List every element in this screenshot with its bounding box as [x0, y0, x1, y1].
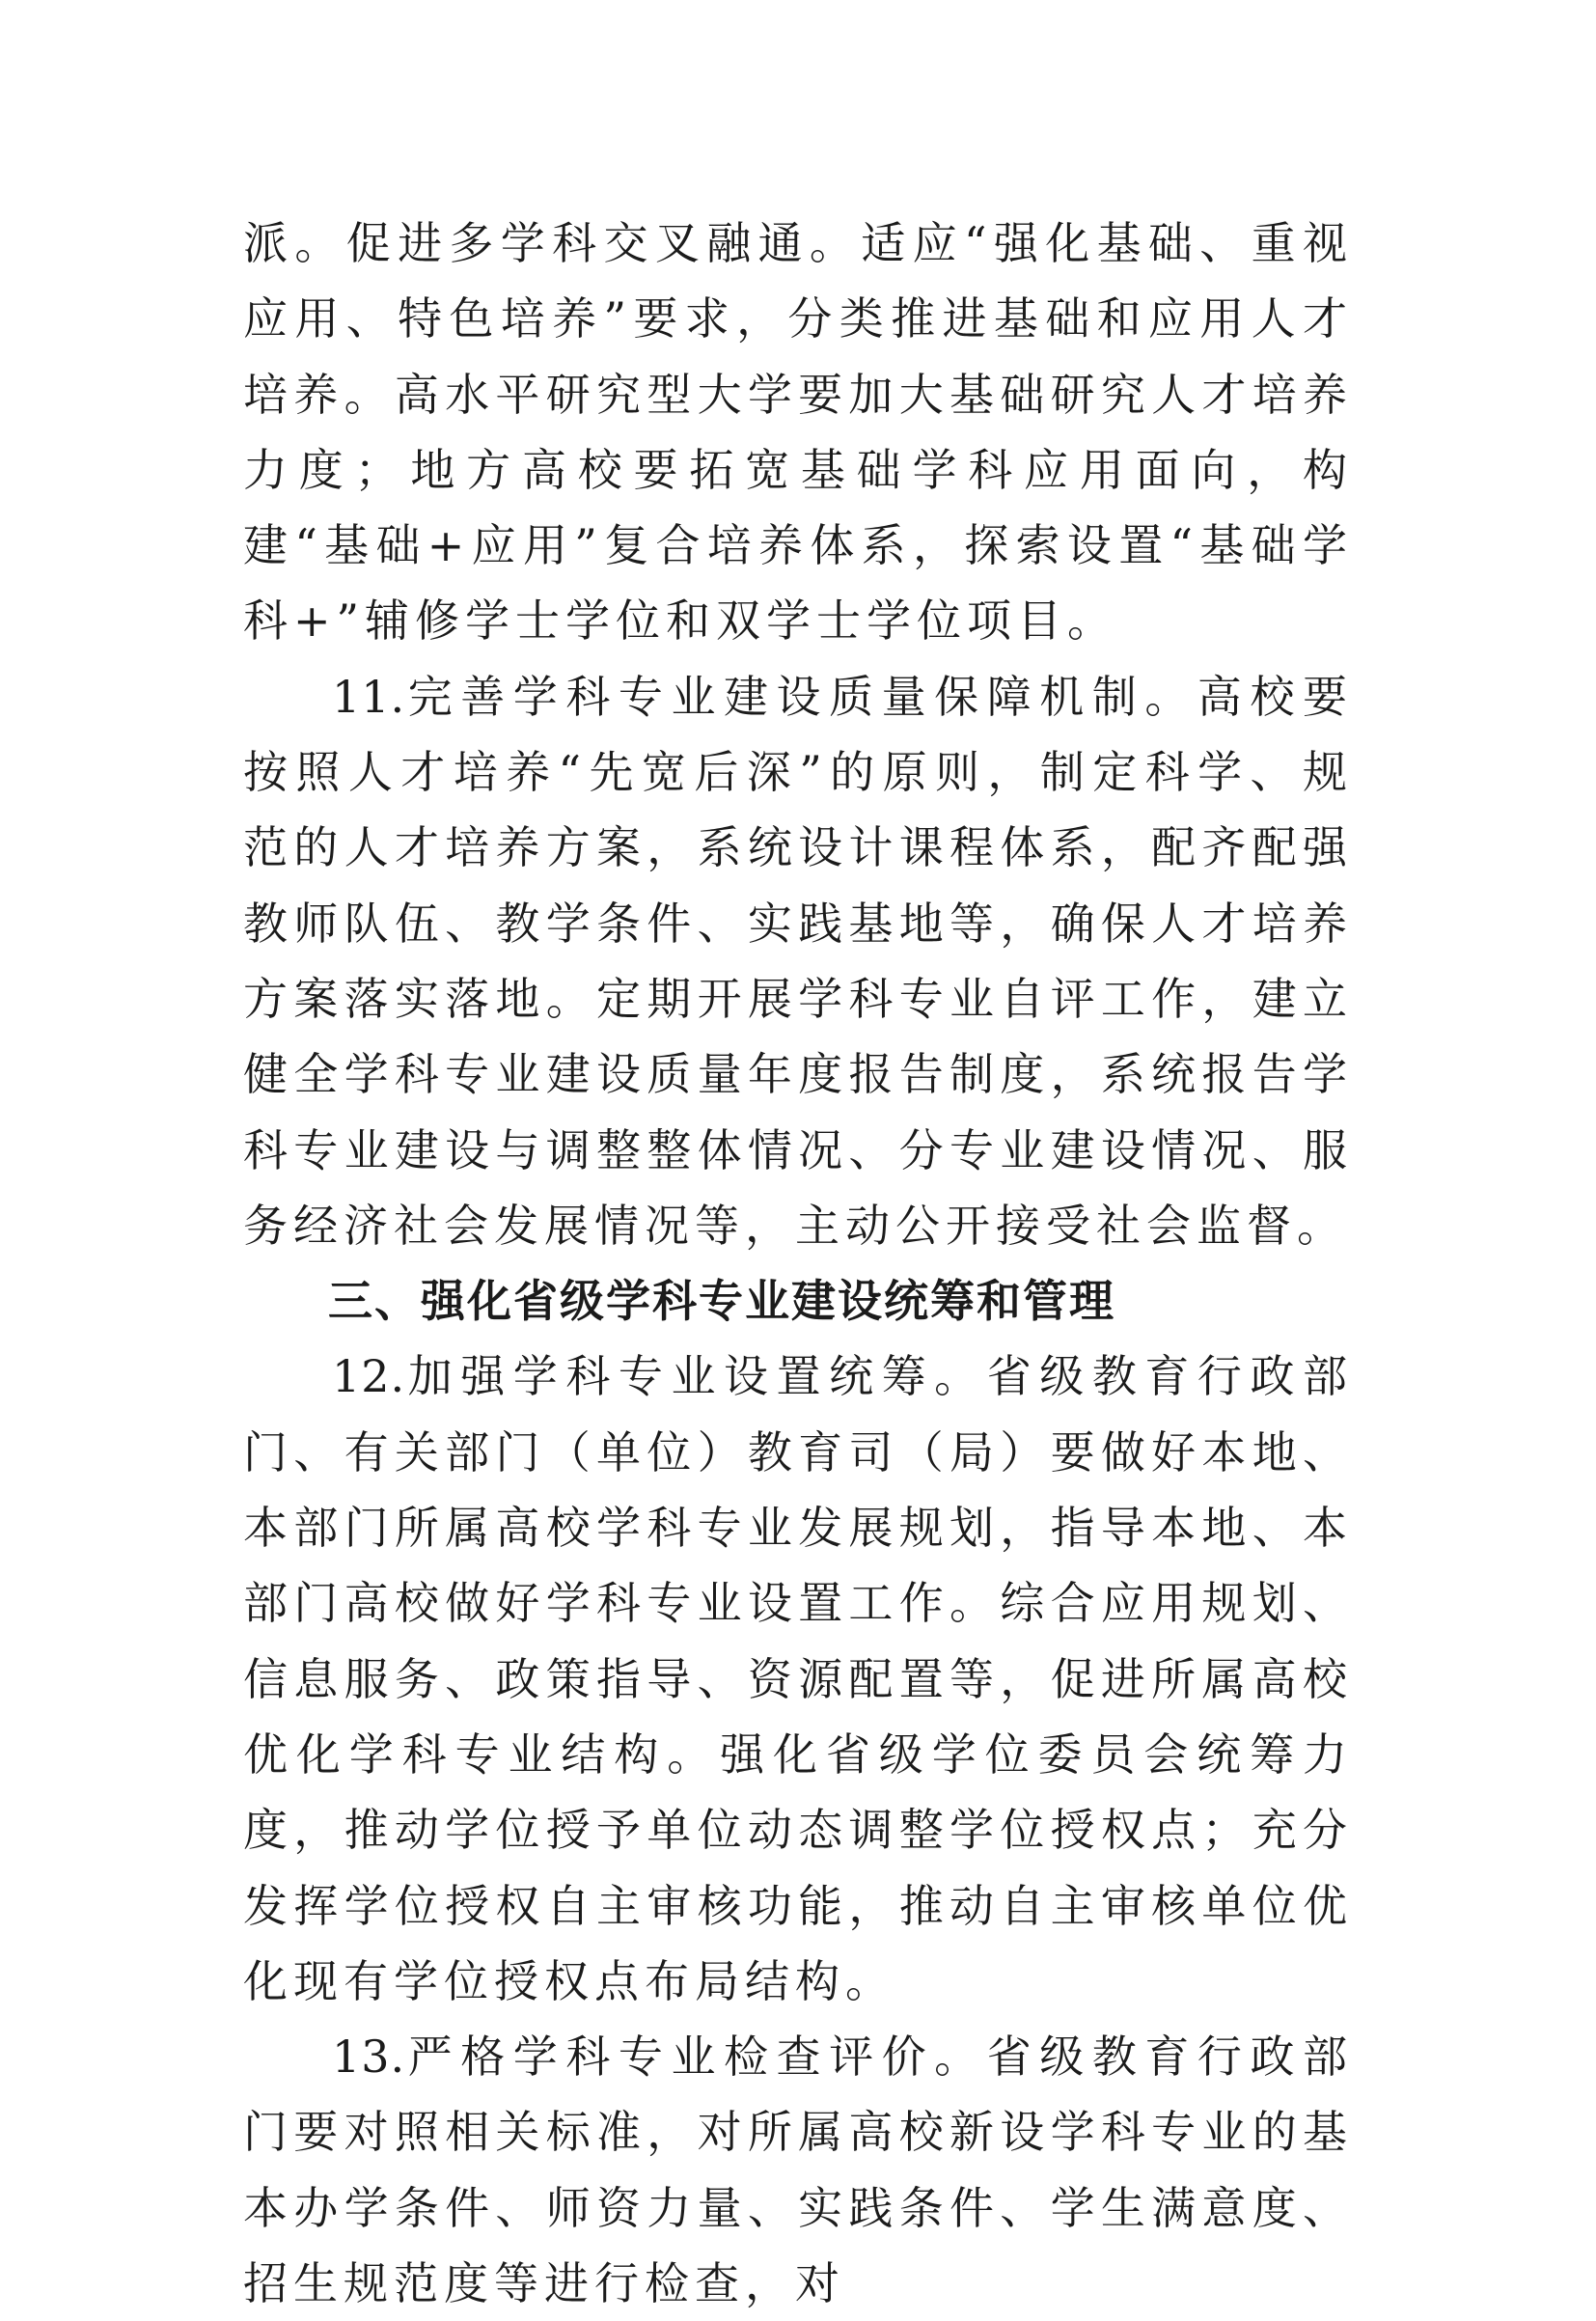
paragraph-12-text: 加强学科专业设置统筹。省级教育行政部门、有关部门（单位）教育司（局）要做好本地、本部门所属高校学科专业发展规划，指导本地、本部门高校做好学科专业设置工作。综合应用规划、信息服务、政策指导、资源配置等，促进所属高校优化学科专业结构。强化省级学位委员会统筹力度，推动学位授予单位动态调整学位授权点；充分发挥学位授权自主审核功能，推动自主审核单位优化现有学位授权点布局结构。	[243, 1350, 1353, 2007]
paragraph-11	[243, 659, 1353, 1263]
document-body	[243, 206, 1353, 2321]
paragraph-13-number: 13.	[332, 2031, 406, 2084]
paragraph-12	[243, 1339, 1353, 2019]
paragraph-11-number: 11.	[332, 670, 406, 723]
paragraph-continued: 派。促进多学科交叉融通。适应“强化基础、重视应用、特色培养”要求，分类推进基础和应用人才培养。高水平研究型大学要加大基础研究人才培养力度；地方高校要拓宽基础学科应用面向，构建“基础+应用”复合培养体系，探索设置“基础学科+”辅修学士学位和双学士学位项目。	[243, 217, 1353, 648]
paragraph-11-text: 完善学科专业建设质量保障机制。高校要按照人才培养“先宽后深”的原则，制定科学、规范的人才培养方案，系统设计课程体系，配齐配强教师队伍、教学条件、实践基地等，确保人才培养方案落实落地。定期开展学科专业自评工作，建立健全学科专业建设质量年度报告制度，系统报告学科专业建设与调整整体情况、分专业建设情况、服务经济社会发展情况等，主动公开接受社会监督。	[243, 670, 1353, 1252]
paragraph-13-text: 严格学科专业检查评价。省级教育行政部门要对照相关标准，对所属高校新设学科专业的基本办学条件、师资力量、实践条件、学生满意度、招生规范度等进行检查，对	[243, 2031, 1353, 2310]
paragraph-12-number: 12.	[332, 1350, 406, 1403]
section-heading-3: 三、强化省级学科专业建设统筹和管理	[328, 1275, 1115, 1328]
paragraph-13	[243, 2019, 1353, 2321]
